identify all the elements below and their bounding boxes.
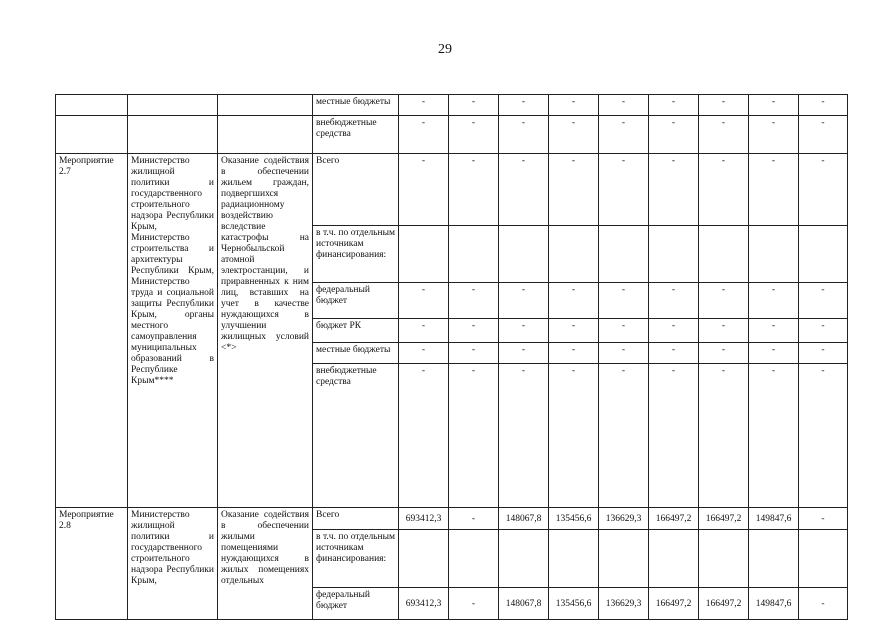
value-cell bbox=[549, 226, 599, 283]
value-cell: - bbox=[799, 343, 848, 364]
source-cell: бюджет РК bbox=[313, 319, 399, 343]
value-cell: - bbox=[649, 319, 699, 343]
value-cell: - bbox=[799, 116, 848, 154]
value-cell: 166497,2 bbox=[699, 588, 749, 620]
description-text: Оказание содействия в обеспечении жилыми помещениями нуждающихся в жилых помещениях отдельных bbox=[218, 508, 313, 620]
value-cell: - bbox=[549, 95, 599, 116]
value-cell: - bbox=[499, 343, 549, 364]
value-cell: - bbox=[549, 343, 599, 364]
value-cell: - bbox=[449, 95, 499, 116]
value-cell: 149847,6 bbox=[749, 508, 799, 530]
value-cell: - bbox=[799, 319, 848, 343]
value-cell: - bbox=[449, 319, 499, 343]
value-cell: - bbox=[449, 343, 499, 364]
value-cell bbox=[749, 530, 799, 588]
value-cell bbox=[799, 530, 848, 588]
value-cell: - bbox=[549, 154, 599, 226]
value-cell: - bbox=[799, 588, 848, 620]
value-cell bbox=[649, 226, 699, 283]
value-cell: 136629,3 bbox=[599, 588, 649, 620]
description-text: Оказание содействия в обеспечении жильем граждан, подвергшихся радиационному воздействию вследствие катастрофы на Чернобыльской атомной электростанции, и приравненных к ним лиц, вставших на учет в качестве нуждающихся в улучшении жилищных условий <*> bbox=[218, 154, 313, 508]
value-cell: - bbox=[499, 319, 549, 343]
value-cell: 693412,3 bbox=[399, 588, 449, 620]
value-cell: - bbox=[799, 95, 848, 116]
value-cell bbox=[799, 226, 848, 283]
value-cell: - bbox=[399, 319, 449, 343]
value-cell: 148067,8 bbox=[499, 508, 549, 530]
value-cell: - bbox=[649, 154, 699, 226]
value-cell bbox=[549, 530, 599, 588]
value-cell bbox=[449, 530, 499, 588]
value-cell bbox=[599, 226, 649, 283]
funding-table bbox=[55, 94, 848, 620]
executor-cell bbox=[128, 95, 218, 116]
value-cell: - bbox=[649, 116, 699, 154]
value-cell: - bbox=[699, 95, 749, 116]
value-cell bbox=[699, 530, 749, 588]
value-cell bbox=[399, 226, 449, 283]
executor-text: Министерство жилищной политики и государственного строительного надзора Республики Крым, Министерство строительства и архитектуры Республики Крым, Министерство труда и социальной защиты Республики Крым, органы местного самоуправления муниципальных образований в Республике Крым**** bbox=[128, 154, 218, 508]
source-cell: Всего bbox=[313, 508, 399, 530]
value-cell: 166497,2 bbox=[699, 508, 749, 530]
value-cell bbox=[499, 530, 549, 588]
value-cell: 135456,6 bbox=[549, 588, 599, 620]
value-cell: - bbox=[599, 283, 649, 319]
value-cell: - bbox=[599, 319, 649, 343]
value-cell: - bbox=[399, 95, 449, 116]
value-cell: 135456,6 bbox=[549, 508, 599, 530]
source-cell: в т.ч. по отдельным источникам финансирования: bbox=[313, 226, 399, 283]
description-cell bbox=[218, 116, 313, 154]
value-cell: - bbox=[449, 283, 499, 319]
executor-text: Министерство жилищной политики и государственного строительного надзора Республики Крым, bbox=[128, 508, 218, 620]
value-cell: - bbox=[599, 116, 649, 154]
source-cell: внебюджетные средства bbox=[313, 116, 399, 154]
value-cell: - bbox=[499, 95, 549, 116]
value-cell bbox=[649, 530, 699, 588]
value-cell: 148067,8 bbox=[499, 588, 549, 620]
value-cell: - bbox=[549, 116, 599, 154]
value-cell: - bbox=[499, 364, 549, 508]
value-cell: - bbox=[549, 283, 599, 319]
source-cell: в т.ч. по отдельным источникам финансирования: bbox=[313, 530, 399, 588]
value-cell: - bbox=[699, 319, 749, 343]
value-cell: - bbox=[449, 116, 499, 154]
value-cell: - bbox=[749, 154, 799, 226]
value-cell: - bbox=[599, 154, 649, 226]
value-cell: - bbox=[699, 116, 749, 154]
value-cell bbox=[599, 530, 649, 588]
table-row bbox=[56, 95, 848, 116]
measure-label: Мероприятие 2.7 bbox=[56, 154, 128, 508]
value-cell bbox=[399, 530, 449, 588]
value-cell: - bbox=[649, 95, 699, 116]
page-number: 29 bbox=[438, 42, 452, 57]
source-cell: Всего bbox=[313, 154, 399, 226]
value-cell bbox=[499, 226, 549, 283]
table-row bbox=[56, 508, 848, 530]
value-cell: - bbox=[499, 283, 549, 319]
value-cell: - bbox=[649, 364, 699, 508]
value-cell: 166497,2 bbox=[649, 508, 699, 530]
value-cell: - bbox=[749, 95, 799, 116]
executor-cell bbox=[128, 116, 218, 154]
value-cell: - bbox=[749, 343, 799, 364]
value-cell: - bbox=[749, 116, 799, 154]
value-cell: - bbox=[399, 116, 449, 154]
value-cell: - bbox=[449, 154, 499, 226]
value-cell: - bbox=[699, 154, 749, 226]
value-cell: - bbox=[649, 343, 699, 364]
value-cell: 149847,6 bbox=[749, 588, 799, 620]
source-cell: местные бюджеты bbox=[313, 95, 399, 116]
value-cell: - bbox=[749, 364, 799, 508]
value-cell: - bbox=[399, 283, 449, 319]
value-cell: - bbox=[549, 364, 599, 508]
value-cell: - bbox=[599, 95, 649, 116]
value-cell: - bbox=[649, 283, 699, 319]
source-cell: внебюджетные средства bbox=[313, 364, 399, 508]
table-row bbox=[56, 116, 848, 154]
value-cell: - bbox=[399, 154, 449, 226]
value-cell: - bbox=[799, 154, 848, 226]
description-cell bbox=[218, 95, 313, 116]
value-cell: - bbox=[399, 343, 449, 364]
table-row bbox=[56, 154, 848, 226]
value-cell: - bbox=[449, 588, 499, 620]
value-cell: - bbox=[499, 154, 549, 226]
value-cell: - bbox=[449, 508, 499, 530]
source-cell: местные бюджеты bbox=[313, 343, 399, 364]
value-cell: - bbox=[749, 319, 799, 343]
value-cell: - bbox=[549, 319, 599, 343]
value-cell: - bbox=[699, 343, 749, 364]
value-cell: - bbox=[799, 364, 848, 508]
value-cell: - bbox=[449, 364, 499, 508]
value-cell: - bbox=[699, 364, 749, 508]
value-cell: - bbox=[499, 116, 549, 154]
value-cell bbox=[449, 226, 499, 283]
value-cell: - bbox=[599, 364, 649, 508]
value-cell: 136629,3 bbox=[599, 508, 649, 530]
value-cell: 693412,3 bbox=[399, 508, 449, 530]
measure-label: Мероприятие 2.8 bbox=[56, 508, 128, 620]
value-cell: - bbox=[799, 508, 848, 530]
value-cell: - bbox=[749, 283, 799, 319]
measure-cell bbox=[56, 116, 128, 154]
source-cell: федеральный бюджет bbox=[313, 283, 399, 319]
value-cell bbox=[699, 226, 749, 283]
measure-cell bbox=[56, 95, 128, 116]
value-cell: 166497,2 bbox=[649, 588, 699, 620]
value-cell: - bbox=[599, 343, 649, 364]
value-cell: - bbox=[699, 283, 749, 319]
value-cell: - bbox=[799, 283, 848, 319]
value-cell bbox=[749, 226, 799, 283]
source-cell: федеральный бюджет bbox=[313, 588, 399, 620]
value-cell: - bbox=[399, 364, 449, 508]
